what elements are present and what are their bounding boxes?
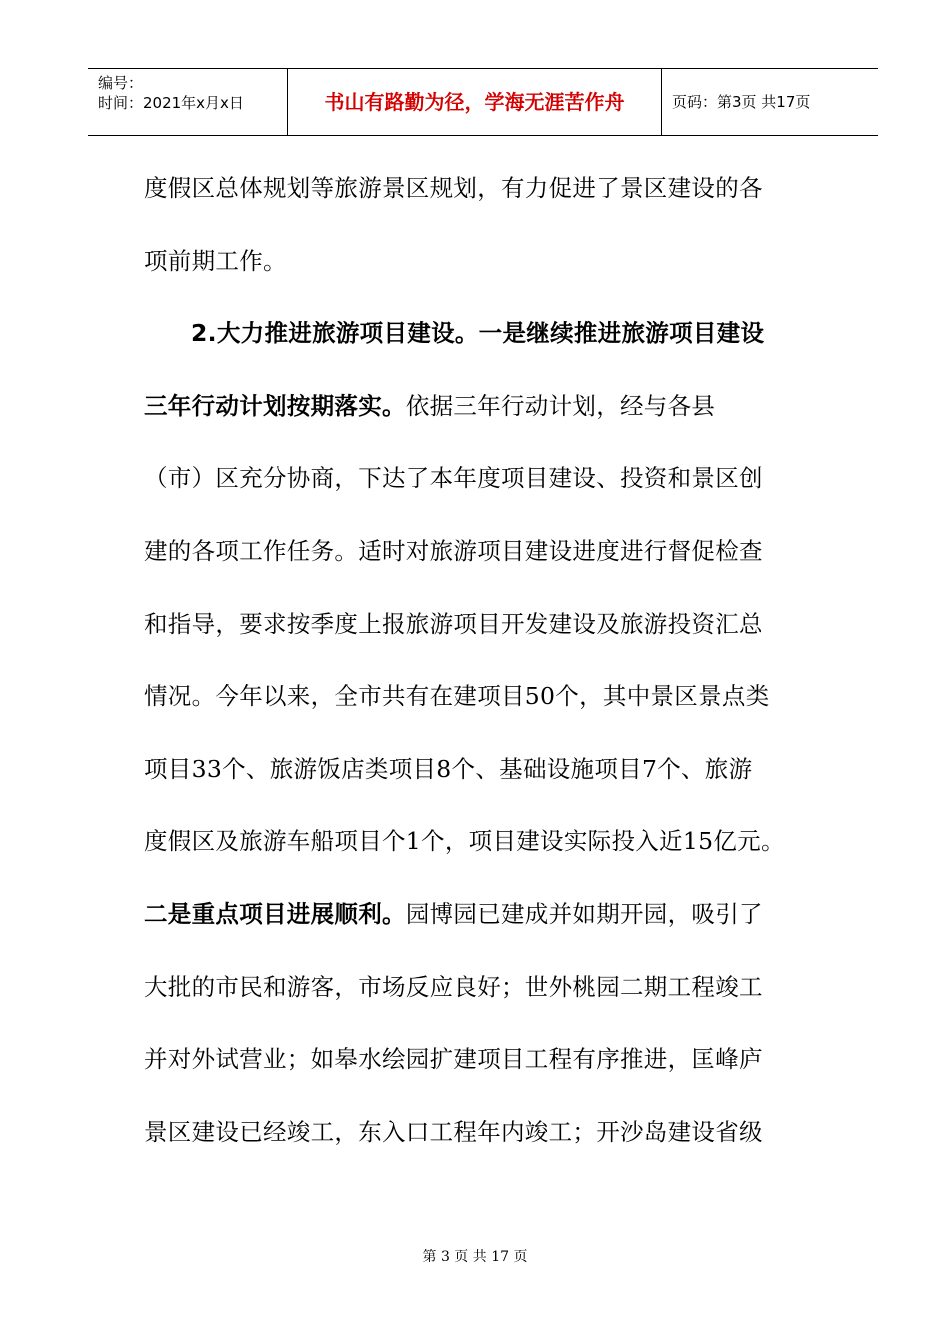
body-line: 情况。今年以来，全市共有在建项目50个，其中景区景点类 [144, 682, 770, 711]
body-line: （市）区充分协商，下达了本年度项目建设、投资和景区创 [144, 464, 763, 493]
header-meta [88, 69, 288, 135]
body-line: 和指导，要求按季度上报旅游项目开发建设及旅游投资汇总 [144, 609, 763, 638]
body-line: 项目33个、旅游饭店类项目8个、基础设施项目7个、旅游 [144, 754, 753, 783]
body-line: 二是重点项目进展顺利。园博园已建成并如期开园，吸引了 [144, 899, 763, 928]
section-heading-line: 2.大力推进旅游项目建设。一是继续推进旅游项目建设 [191, 319, 765, 348]
serial-label: 编号： [98, 74, 144, 92]
body-line: 大批的市民和游客，市场反应良好；世外桃园二期工程竣工 [144, 972, 763, 1001]
body-line: 建的各项工作任务。适时对旅游项目建设进度进行督促检查 [144, 536, 763, 565]
page-footer: 第 3 页 共 17 页 [422, 1249, 528, 1265]
body-line: 度假区及旅游车船项目个1个，项目建设实际投入近15亿元。 [144, 827, 785, 856]
body-line: 项前期工作。 [144, 246, 287, 275]
body-line: 度假区总体规划等旅游景区规划，有力促进了景区建设的各 [144, 174, 763, 202]
header-page-info: 页码：第3页 共17页 [672, 93, 811, 111]
body-line: 并对外试营业；如皋水绘园扩建项目工程有序推进，匡峰庐 [144, 1045, 763, 1074]
body-line: 景区建设已经竣工，东入口工程年内竣工；开沙岛建设省级 [144, 1117, 763, 1146]
body-line: 三年行动计划按期落实。依据三年行动计划，经与各县 [144, 391, 716, 420]
page-header [88, 68, 878, 136]
header-motto: 书山有路勤为径，学海无涯苦作舟 [288, 69, 662, 135]
time-label: 时间：2021年x月x日 [98, 94, 244, 112]
document-body [144, 152, 834, 1168]
